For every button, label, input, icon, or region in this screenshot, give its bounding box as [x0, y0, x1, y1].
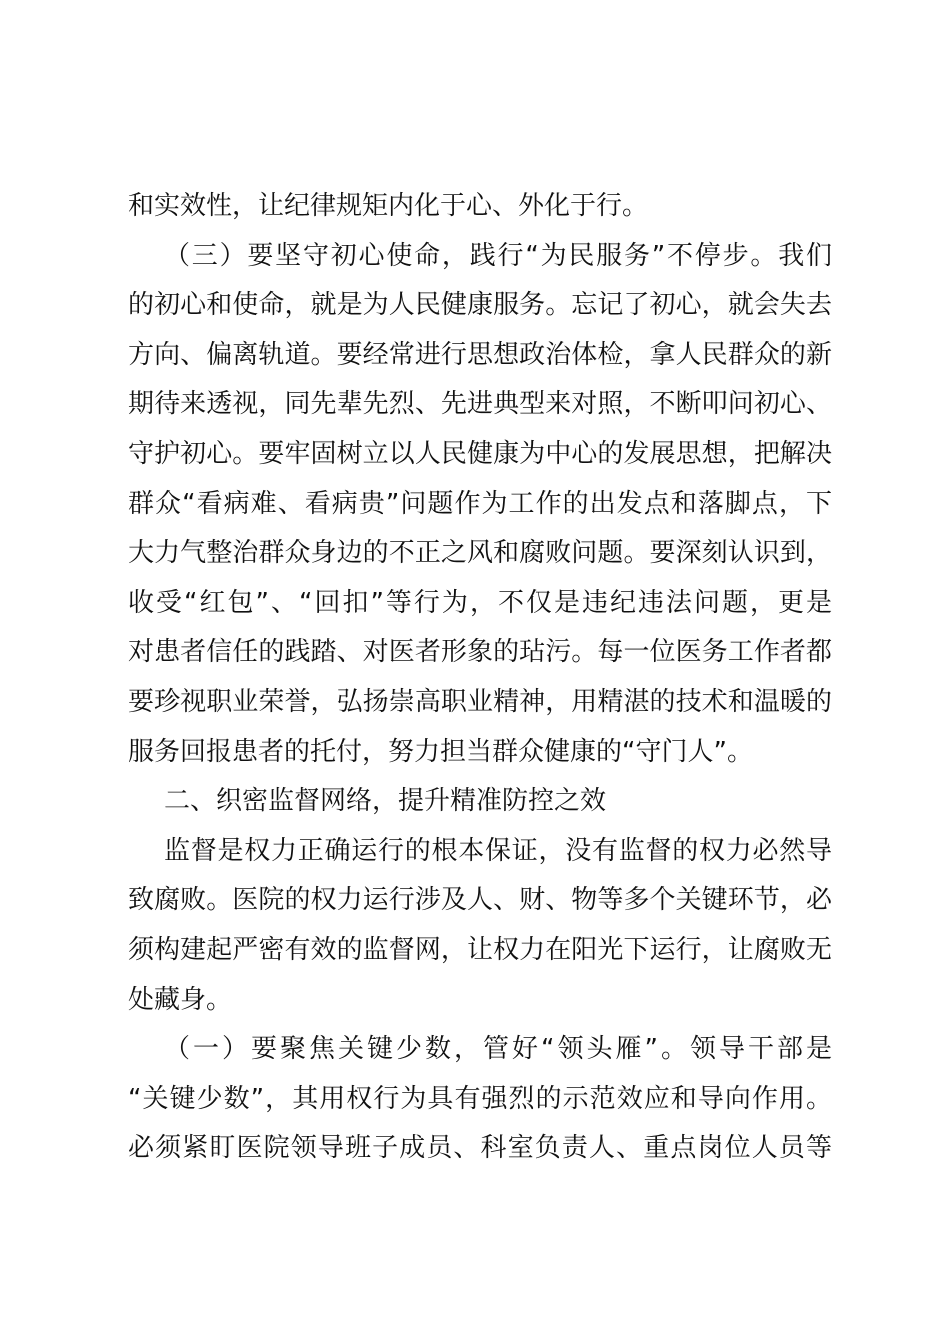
text-line: 期待来透视，同先辈先烈、先进典型来对照，不断叩问初心、 [128, 389, 832, 420]
text-line: 的初心和使命，就是为人民健康服务。忘记了初心，就会失去 [128, 290, 832, 321]
text-line: 和实效性，让纪律规矩内化于心、外化于行。 [128, 191, 649, 221]
text-line: 须构建起严密有效的监督网，让权力在阳光下运行，让腐败无 [128, 934, 832, 965]
text-line: （三）要坚守初心使命，践行“为民服务”不停步。我们 [164, 240, 832, 271]
text-line: 处藏身。 [128, 984, 233, 1015]
text-line: 监督是权力正确运行的根本保证，没有监督的权力必然导 [164, 835, 832, 866]
text-line: “关键少数”，其用权行为具有强烈的示范效应和导向作用。 [128, 1083, 832, 1114]
text-line: 对患者信任的践踏、对医者形象的玷污。每一位医务工作者都 [128, 637, 832, 668]
text-line: （一）要聚焦关键少数，管好“领头雁”。领导干部是 [164, 1034, 832, 1065]
text-line: 方向、偏离轨道。要经常进行思想政治体检，拿人民群众的新 [128, 339, 832, 370]
text-line: 收受“红包”、“回扣”等行为，不仅是违纪违法问题，更是 [128, 587, 832, 618]
text-line: 服务回报患者的托付，努力担当群众健康的“守门人”。 [128, 736, 753, 767]
text-line: 守护初心。要牢固树立以人民健康为中心的发展思想，把解决 [128, 438, 832, 469]
text-line: 致腐败。医院的权力运行涉及人、财、物等多个关键环节，必 [128, 885, 832, 916]
text-line: 群众“看病难、看病贵”问题作为工作的出发点和落脚点，下 [128, 488, 832, 519]
text-line: 必须紧盯医院领导班子成员、科室负责人、重点岗位人员等 [128, 1133, 832, 1164]
text-line: 大力气整治群众身边的不正之风和腐败问题。要深刻认识到， [128, 538, 832, 569]
text-line: 要珍视职业荣誉，弘扬崇高职业精神，用精湛的技术和温暖的 [128, 686, 832, 717]
document-body [128, 182, 832, 1174]
text-line: 二、织密监督网络，提升精准防控之效 [164, 786, 607, 817]
